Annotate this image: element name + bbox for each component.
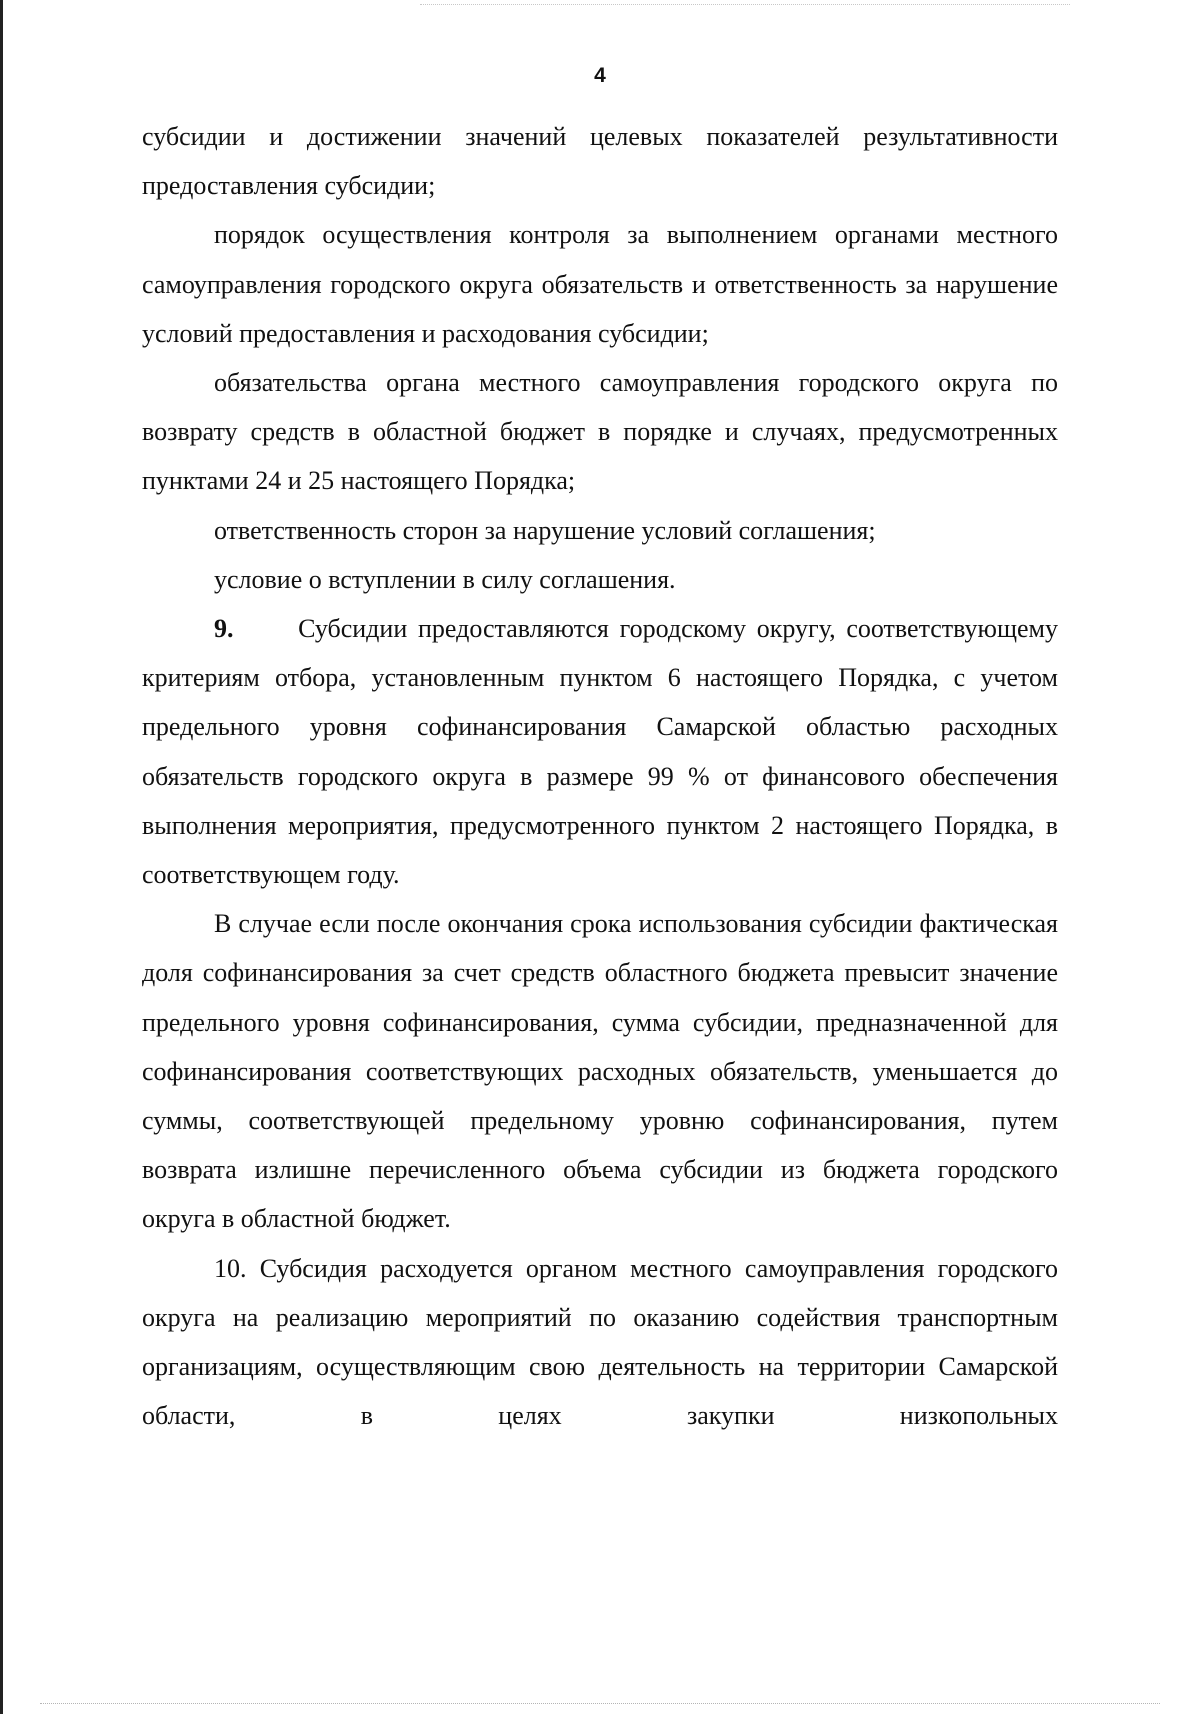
paragraph-party-responsibility	[142, 506, 1058, 555]
paragraph-refund-obligations	[142, 358, 1058, 506]
scan-noise-top	[420, 4, 1070, 7]
paragraph-number: 9.	[214, 614, 234, 644]
document-body	[142, 112, 1058, 1440]
paragraph-text: условие о вступлении в силу соглашения.	[214, 564, 676, 594]
page-number: 4	[594, 64, 606, 87]
paragraph-item-9	[142, 604, 1058, 899]
paragraph-text: ответственность сторон за нарушение условий соглашения;	[214, 515, 876, 545]
paragraph-text: В случае если после окончания срока использования субсидии фактическая доля софинансирования за счет средств областного бюджета превысит значение предельного уровня софинансирования, сумма субсидии, предназначенной для софинансирования соответствующих расходных обязательств, уменьшается до суммы, соответствующей предельному уровню софинансирования, путем возврата излишне перечисленного объема субсидии из бюджета городского округа в областной бюджет.	[142, 909, 1058, 1234]
scan-noise-bottom	[40, 1699, 1160, 1704]
paragraph-number: 10.	[214, 1253, 247, 1283]
paragraph-text: Субсидия расходуется органом местного самоуправления городского округа на реализацию мероприятий по оказанию содействия транспортным организациям, осуществляющим свою деятельность на территории Самарской области, в целях закупки низкопольных	[142, 1253, 1059, 1431]
paragraph-text: порядок осуществления контроля за выполнением органами местного самоуправления городского округа обязательств и ответственность за нарушение условий предоставления и расходования субсидии;	[142, 220, 1058, 348]
paragraph-text: Субсидии предоставляются городскому округу, соответствующему критериям отбора, установленным пунктом 6 настоящего Порядка, с учетом предельного уровня софинансирования Самарской областью расходных обязательств городского округа в размере 99 % от финансового обеспечения выполнения мероприятия, предусмотренного пунктом 2 настоящего Порядка, в соответствующем году.	[142, 614, 1058, 890]
paragraph-continuation	[142, 112, 1058, 210]
paragraph-text: обязательства органа местного самоуправления городского округа по возврату средств в областной бюджет в порядке и случаях, предусмотренных пунктами 24 и 25 настоящего Порядка;	[142, 368, 1058, 496]
scan-edge	[0, 0, 3, 1714]
paragraph-cofinancing-excess	[142, 899, 1058, 1243]
paragraph-entry-into-force	[142, 555, 1058, 604]
paragraph-control-procedure	[142, 210, 1058, 358]
paragraph-text: субсидии и достижении значений целевых показателей результативности предоставления субсидии;	[142, 122, 1058, 201]
paragraph-item-10	[142, 1244, 1058, 1441]
